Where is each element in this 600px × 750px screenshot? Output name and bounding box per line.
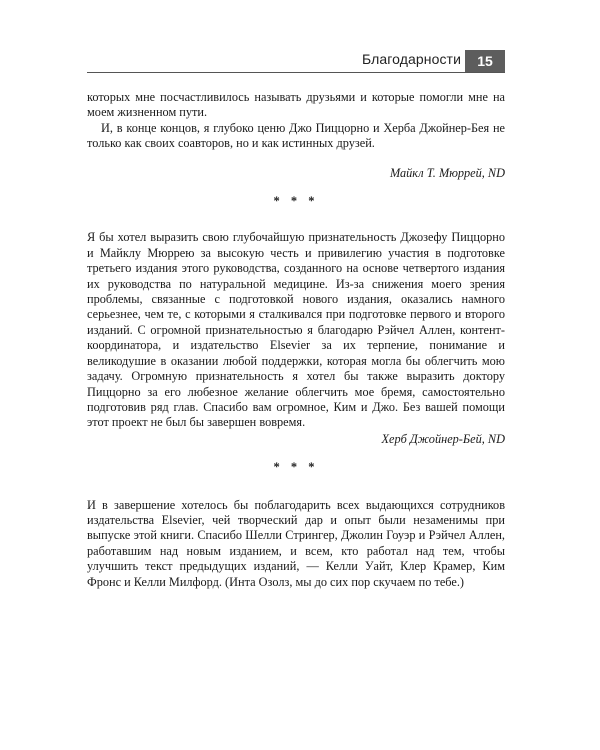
paragraph-continued: которых мне посчастливилось называть друзьями и которые помогли мне на моем жизненном пути. [87, 90, 505, 120]
section-separator: * * * [273, 460, 319, 475]
running-header [87, 50, 505, 74]
paragraph-elsevier: И в завершение хотелось бы поблагодарить всех выдающихся сотрудников издательства Elsevier, чей творческий дар и опыт были незаменимы при выпуске этой книги. Спасибо Шелли Стрингер, Джолин Гоуэр и Рэйчел Аллен, работавшим над новым изданием, и всем, кто работал над тем, чтобы улучшить текст предыдущих изданий, — Келли Уайт, Клер Крамер, Ким Фронс и Келли Милфорд. (Инта Озолз, мы до сих пор скучаем по тебе.) [87, 497, 505, 589]
section-separator: * * * [273, 194, 319, 209]
page-body [87, 90, 505, 590]
signature-joiner-bey: Херб Джойнер-Бей, ND [381, 431, 505, 446]
paragraph-joiner-bey: Я бы хотел выразить свою глубочайшую признательность Джозефу Пиццорно и Майклу Мюррею за высокую честь и привилегию участия в подготовке третьего издания этого руководства, созданного на основе четвертого издания их руководства по натуральной медицине. Из-за снижения моего зрения проблемы, связанные с подготовкой нового издания, оказались намного серьезнее, чем те, с которыми я сталкивался при подготовке первого и второго изданий. С огромной признательностью я благодарю Рэйчел Аллен, контент-координатора, и издательство Elsevier за их терпение, понимание и великодушие в оказании любой поддержки, которая могла бы облегчить мою задачу. Огромную признательность я хотел бы также выразить доктору Пиццорно за его любезное желание облегчить мое бремя, самостоятельно подготовив ряд глав. Спасибо вам огромное, Ким и Джо. Без вашей помощи этот проект не был бы завершен вовремя. [87, 230, 505, 430]
page-number: 15 [465, 50, 505, 72]
signature-murray: Майкл Т. Мюррей, ND [389, 165, 505, 180]
header-rule [87, 72, 505, 73]
section-title: Благодарности [361, 51, 461, 67]
paragraph-coauthors: И, в конце концов, я глубоко ценю Джо Пиццорно и Херба Джойнер-Бея не только как своих соавторов, но и как истинных друзей. [87, 120, 505, 151]
